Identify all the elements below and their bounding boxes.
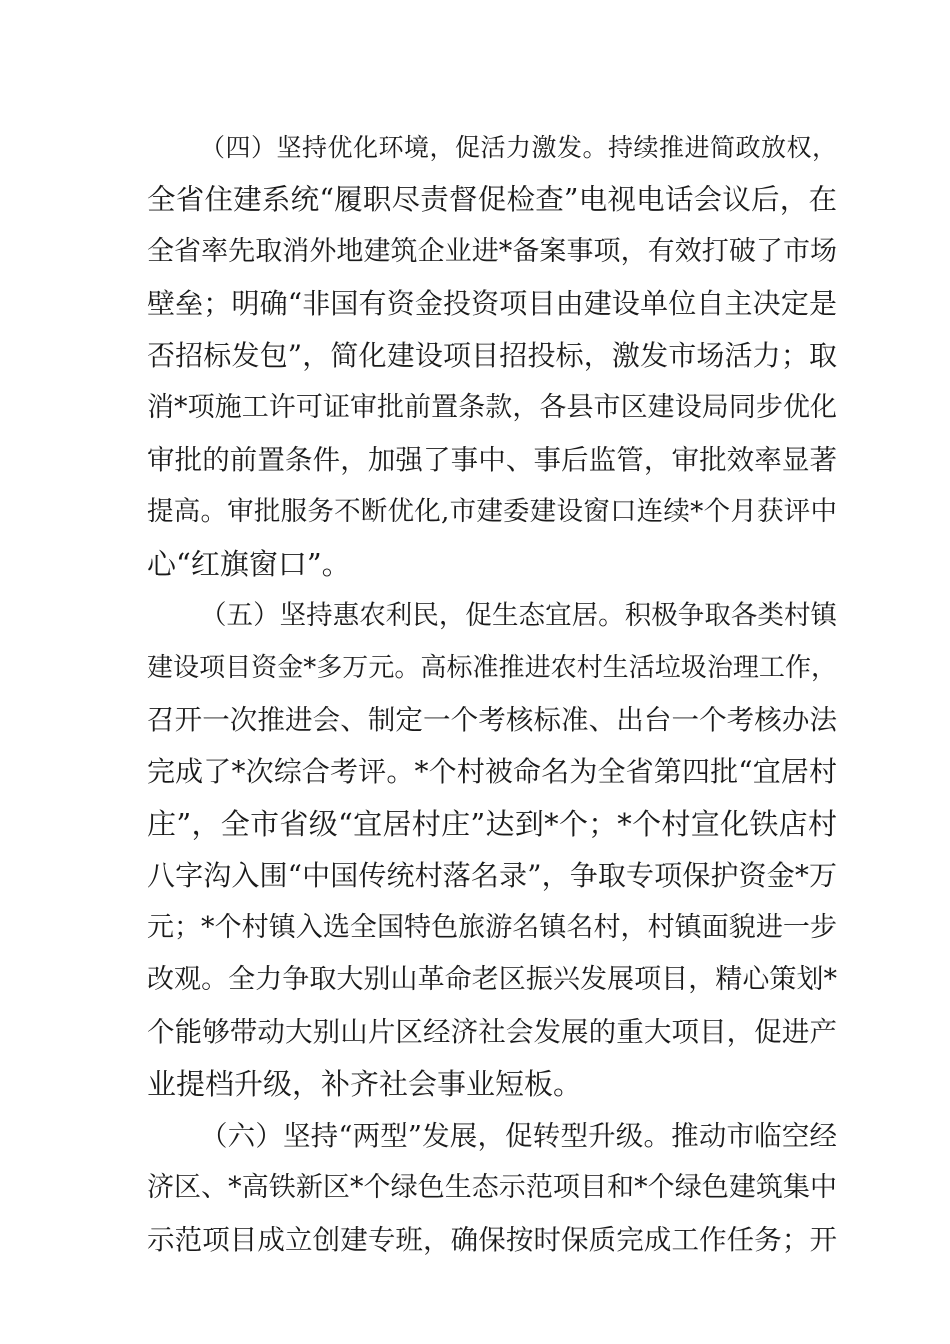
paragraph-5-line-8: 改观。全力争取大别山革命老区振兴发展项目，精心策划* [147, 964, 837, 995]
paragraph-6-line-2: 济区、*高铁新区*个绿色生态示范项目和*个绿色建筑集中 [147, 1172, 837, 1203]
paragraph-4-line-4: 壁垒；明确“非国有资金投资项目由建设单位自主决定是 [147, 287, 837, 320]
paragraph-6-line-1: （六）坚持“两型”发展，促转型升级。推动市临空经 [200, 1120, 837, 1152]
paragraph-4-line-9: 心“红旗窗口”。 [147, 547, 351, 581]
paragraph-5-line-7: 元；*个村镇入选全国特色旅游名镇名村，村镇面貌进一步 [147, 912, 837, 943]
paragraph-5-line-3: 召开一次推进会、制定一个考核标准、出台一个考核办法 [147, 704, 837, 736]
paragraph-5-line-9: 个能够带动大别山片区经济社会发展的重大项目，促进产 [147, 1016, 837, 1048]
paragraph-5-line-5: 庄”，全市省级“宜居村庄”达到*个；*个村宣化铁店村 [147, 807, 837, 841]
paragraph-5-line-4: 完成了*次综合考评。*个村被命名为全省第四批“宜居村 [147, 755, 837, 788]
paragraph-4-line-7: 审批的前置条件，加强了事中、事后监管，审批效率显著 [147, 444, 837, 476]
paragraph-5-line-2: 建设项目资金*多万元。高标准推进农村生活垃圾治理工作， [147, 653, 837, 683]
paragraph-4-line-8: 提高。审批服务不断优化,市建委建设窗口连续*个月获评中 [147, 496, 837, 527]
paragraph-4-line-1: （四）坚持优化环境，促活力激发。持续推进简政放权， [200, 133, 837, 162]
paragraph-6-line-3: 示范项目成立创建专班，确保按时保质完成工作任务；开 [147, 1224, 837, 1256]
paragraph-4-line-2: 全省住建系统“履职尽责督促检查”电视电话会议后，在 [147, 183, 837, 216]
paragraph-4-line-6: 消*项施工许可证审批前置条款，各县市区建设局同步优化 [147, 392, 837, 423]
paragraph-4-line-5: 否招标发包”，简化建设项目招投标，激发市场活力；取 [147, 339, 837, 372]
paragraph-5-line-1: （五）坚持惠农利民，促生态宜居。积极争取各类村镇 [200, 600, 837, 631]
paragraph-5-line-6: 八字沟入围“中国传统村落名录”，争取专项保护资金*万 [147, 859, 837, 892]
paragraph-4-line-3: 全省率先取消外地建筑企业进*备案事项，有效打破了市场 [147, 236, 837, 267]
paragraph-5-line-10: 业提档升级，补齐社会事业短板。 [147, 1067, 583, 1101]
